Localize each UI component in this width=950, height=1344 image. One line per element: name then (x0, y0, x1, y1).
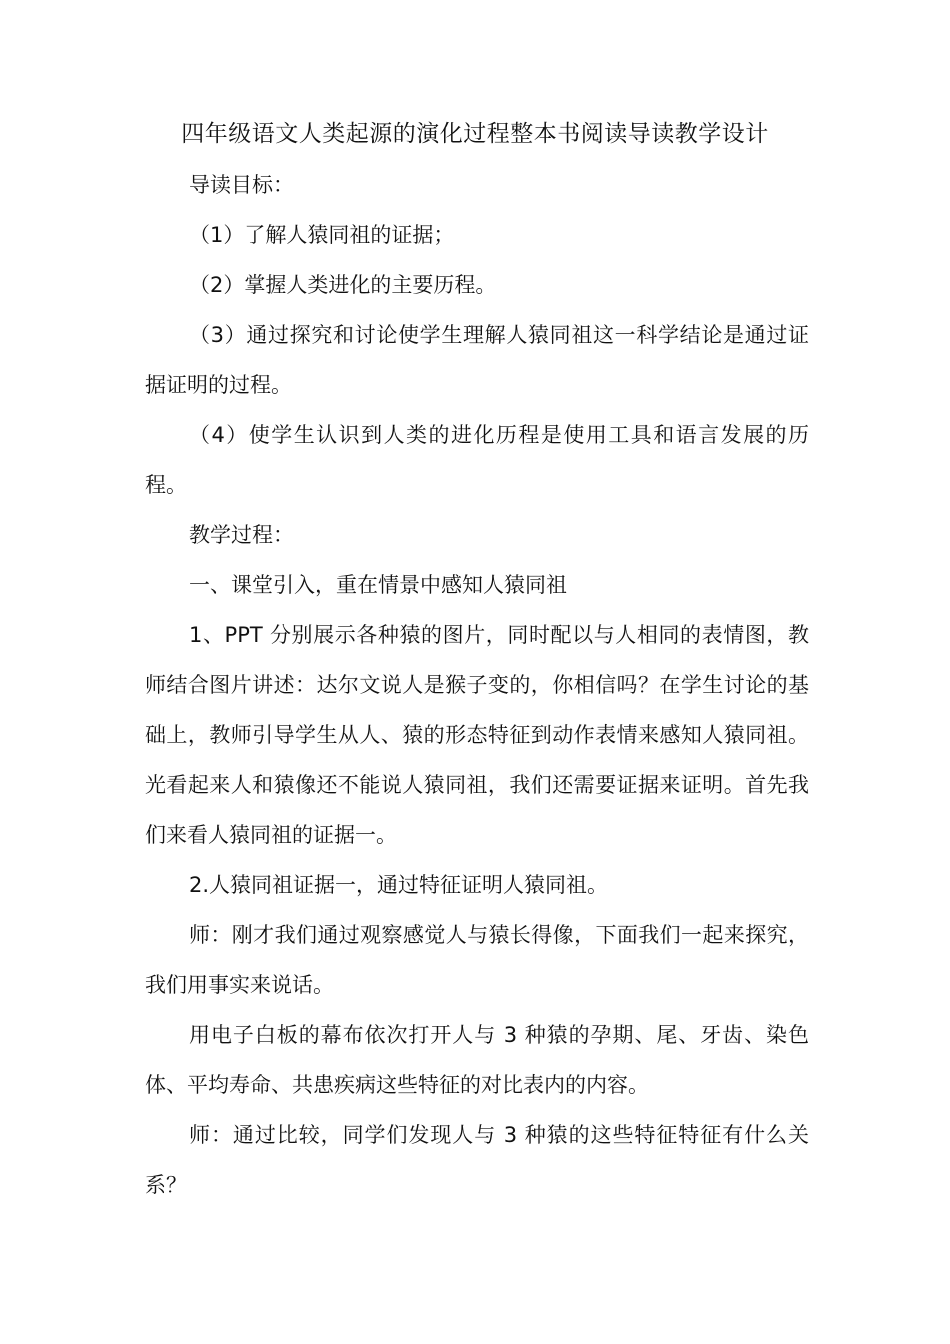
paragraph-goal-1: （1）了解人猿同祖的证据； (189, 223, 455, 247)
paragraph-step-2: 2.人猿同祖证据一，通过特征证明人猿同祖。 (189, 873, 609, 897)
document-title: 四年级语文人类起源的演化过程整本书阅读导读教学设计 (181, 121, 769, 147)
paragraph-teacher-1: 师：刚才我们通过观察感觉人与猿长得像，下面我们一起来探究，我们用事实来说话。 (145, 923, 809, 997)
document-body (145, 160, 809, 1210)
paragraph-step-1: 1、PPT 分别展示各种猿的图片，同时配以与人相同的表情图，教师结合图片讲述：达尔文说人是猴子变的，你相信吗？在学生讨论的基础上，教师引导学生从人、猿的形态特征到动作表情来感知人猿同祖。光看起来人和猿像还不能说人猿同祖，我们还需要证据来证明。首先我们来看人猿同祖的证据一。 (145, 623, 809, 847)
paragraph-goals-heading: 导读目标： (189, 173, 294, 197)
paragraph-whiteboard: 用电子白板的幕布依次打开人与 3 种猿的孕期、尾、牙齿、染色体、平均寿命、共患疾病这些特征的对比表内的内容。 (145, 1023, 809, 1097)
paragraph-goal-2: （2）掌握人类进化的主要历程。 (189, 273, 497, 297)
paragraph-goal-4: （4）使学生认识到人类的进化历程是使用工具和语言发展的历程。 (145, 423, 809, 497)
paragraph-section-1: 一、课堂引入，重在情景中感知人猿同祖 (189, 573, 567, 597)
paragraph-goal-3: （3）通过探究和讨论使学生理解人猿同祖这一科学结论是通过证据证明的过程。 (145, 323, 809, 397)
paragraph-process-heading: 教学过程： (189, 523, 294, 547)
paragraph-teacher-2: 师：通过比较，同学们发现人与 3 种猿的这些特征特征有什么关系？ (145, 1123, 809, 1197)
